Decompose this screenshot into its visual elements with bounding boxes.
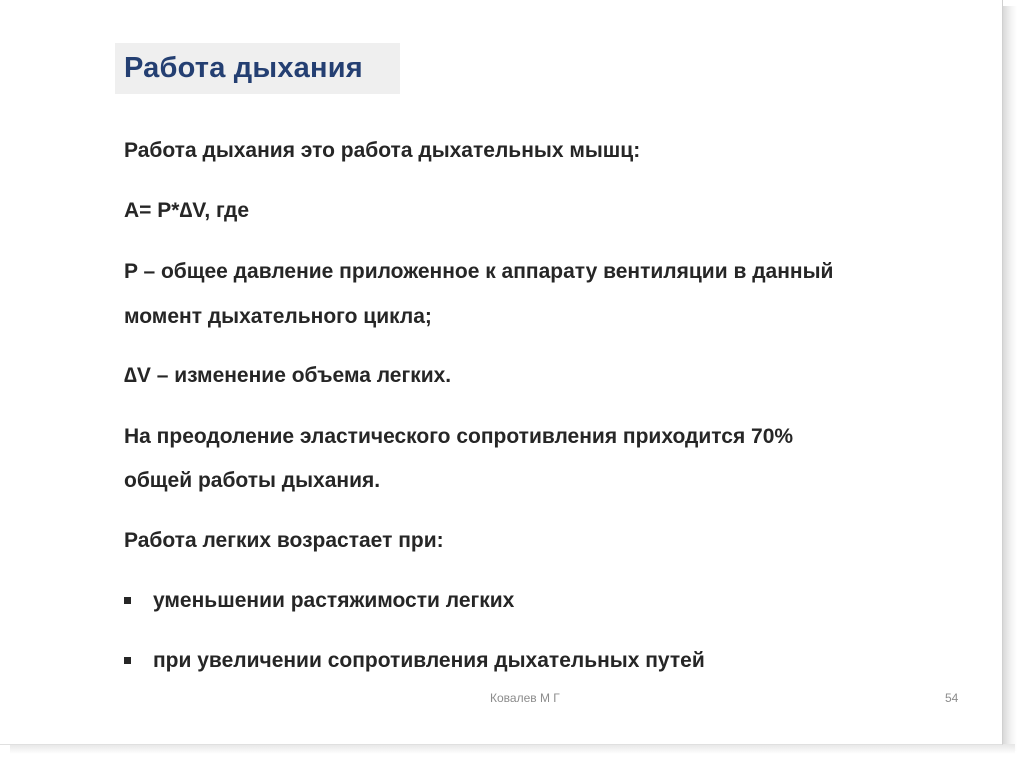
bullet-item: при увеличении сопротивления дыхательных путей (153, 649, 705, 672)
text-line-pressure-cont: момент дыхательного цикла; (124, 305, 432, 328)
slide-shadow-bottom (10, 744, 1015, 754)
bullet-icon (124, 657, 131, 664)
slide-shadow (1003, 6, 1017, 751)
title-box (115, 43, 400, 94)
text-line-elastic-cont: общей работы дыхания. (124, 469, 381, 492)
text-line-elastic: На преодоление эластического сопротивления приходится 70% (124, 425, 794, 448)
text-line-formula: A= P*∆V, где (124, 199, 249, 222)
text-line-increase: Работа легких возрастает при: (124, 529, 444, 552)
bullet-icon (124, 597, 131, 604)
footer-author: Ковалев М Г (490, 691, 560, 705)
text-line-definition: Работа дыхания это работа дыхательных мышц: (124, 139, 641, 162)
slide-title: Работа дыхания (124, 52, 363, 84)
text-line-pressure: P – общее давление приложенное к аппарату вентиляции в данный (124, 260, 834, 283)
bullet-item: уменьшении растяжимости легких (153, 589, 515, 612)
page-number: 54 (945, 691, 959, 705)
text-line-volume: ∆V – изменение объема легких. (124, 364, 452, 387)
